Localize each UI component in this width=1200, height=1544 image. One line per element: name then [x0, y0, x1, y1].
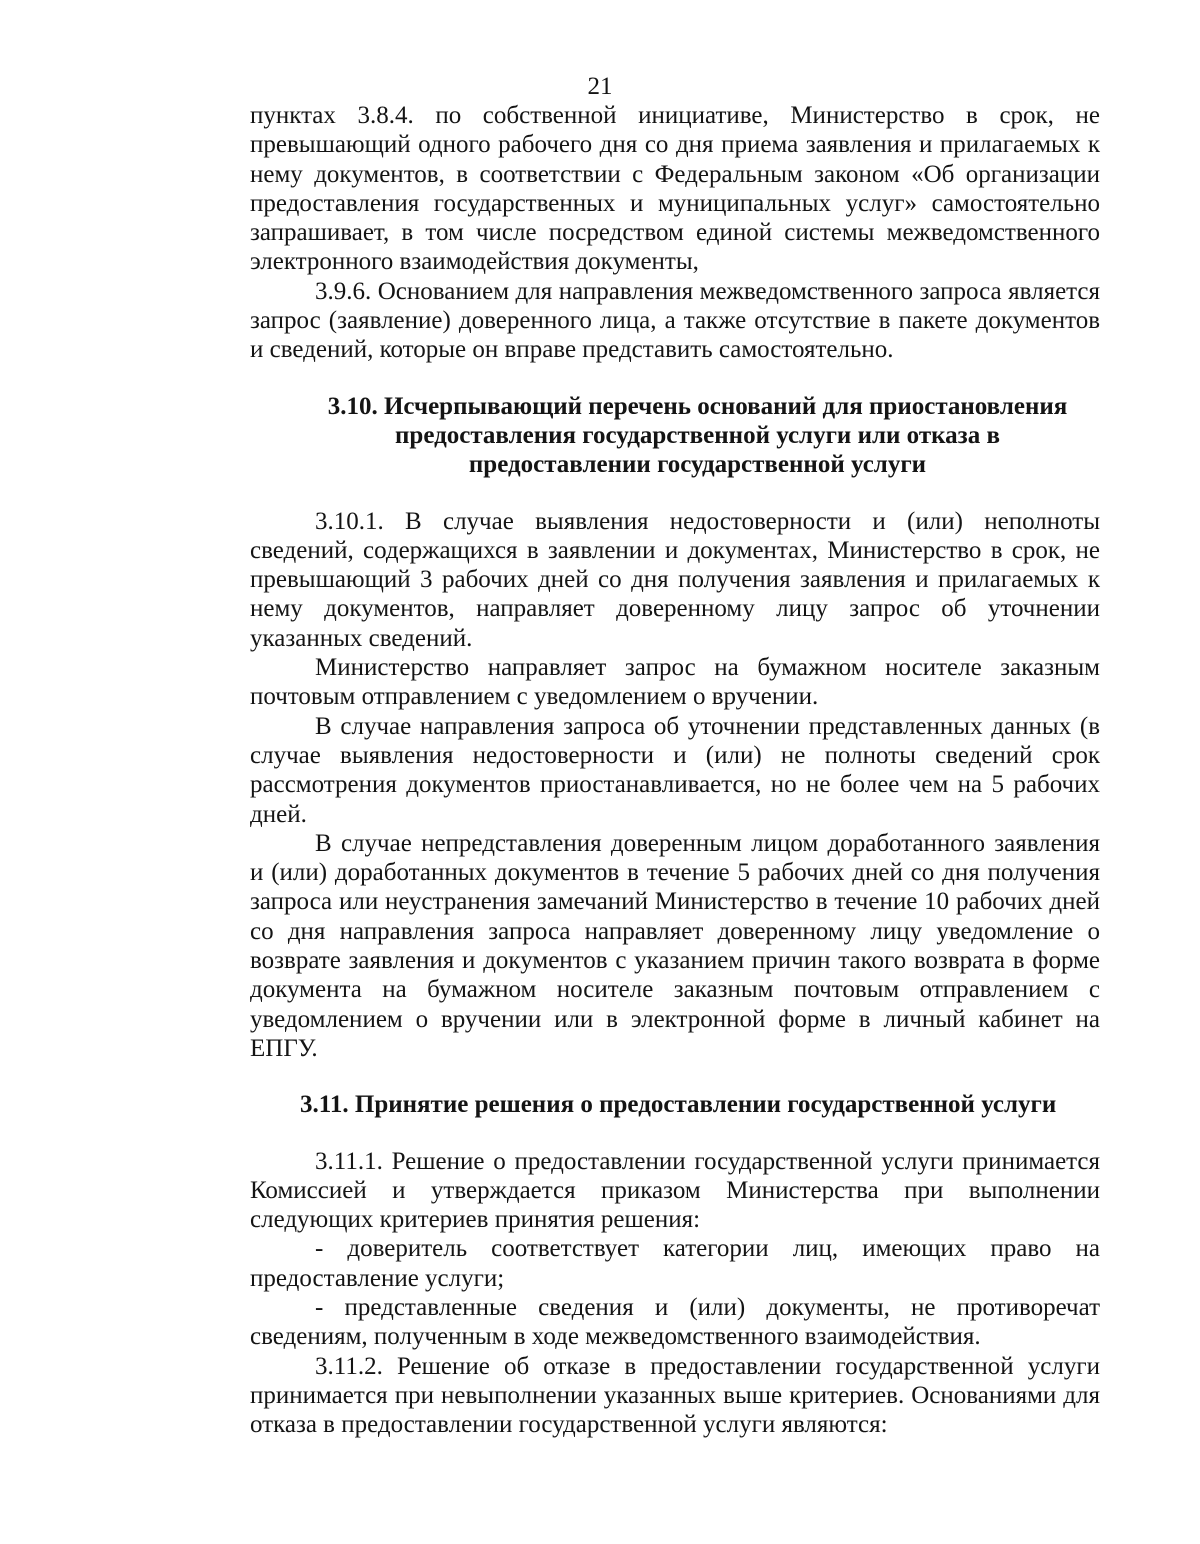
- page-number: 21: [587, 73, 613, 100]
- paragraph-postal-request: Министерство направляет запрос на бумажном носителе заказным почтовым отправлением с уведомлением о вручении.: [250, 654, 1100, 711]
- paragraph-3-11-1: 3.11.1. Решение о предоставлении государственной услуги принимается Комиссией и утверждается приказом Министерства при выполнении следующих критериев принятия решения:: [250, 1147, 1100, 1234]
- section-heading-3-11: 3.11. Принятие решения о предоставлении государственной услуги: [300, 1091, 1057, 1119]
- section-heading-3-10-line2: предоставления государственной услуги или отказа в: [395, 421, 1000, 449]
- section-heading-3-10-line3: предоставлении государственной услуги: [468, 451, 927, 479]
- paragraph-continuation: пунктах 3.8.4. по собственной инициативе, Министерство в срок, не превышающий одного рабочего дня со дня приема заявления и прилагаемых к нему документов, в соответствии с Федеральным законом «Об организации предоставления государственных и муниципальных услуг» самостоятельно запрашивает, в том числе посредством единой системы межведомственного электронного взаимодействия документы,: [250, 102, 1100, 276]
- criteria-item-2: - представленные сведения и (или) документы, не противоречат сведениям, полученным в ходе межведомственного взаимодействия.: [250, 1293, 1100, 1351]
- section-heading-3-10-line1: 3.10. Исчерпывающий перечень оснований для приостановления: [327, 392, 1068, 420]
- paragraph-3-9-6: 3.9.6. Основанием для направления межведомственного запроса является запрос (заявление) доверенного лица, а также отсутствие в пакете документов и сведений, которые он вправе представить самостоятельно.: [250, 277, 1100, 364]
- section-heading-3-10: [250, 392, 1100, 480]
- document-body: [250, 101, 1100, 1439]
- paragraph-3-10-1: 3.10.1. В случае выявления недостоверности и (или) неполноты сведений, содержащихся в заявлении и документах, Министерство в срок, не превышающий 3 рабочих дней со дня получения заявления и прилагаемых к нему документов, направляет доверенному лицу запрос об уточнении указанных сведений.: [250, 507, 1100, 652]
- paragraph-3-11-2: 3.11.2. Решение об отказе в предоставлении государственной услуги принимается при невыполнении указанных выше критериев. Основаниями для отказа в предоставлении государственной услуги являются:: [250, 1352, 1100, 1439]
- criteria-item-1: - доверитель соответствует категории лиц, имеющих право на предоставление услуги;: [250, 1235, 1100, 1292]
- paragraph-return-notice: В случае непредставления доверенным лицом доработанного заявления и (или) доработанных документов в течение 5 рабочих дней со дня получения запроса или неустранения замечаний Министерство в течение 10 рабочих дней со дня направления запроса направляет доверенному лицу уведомление о возврате заявления и документов с указанием причин такого возврата в форме документа на бумажном носителе заказным почтовым отправлением с уведомлением о вручении или в электронной форме в личный кабинет на ЕПГУ.: [250, 829, 1100, 1062]
- paragraph-suspension: В случае направления запроса об уточнении представленных данных (в случае выявления недостоверности и (или) не полноты сведений срок рассмотрения документов приостанавливается, но не более чем на 5 рабочих дней.: [250, 712, 1100, 828]
